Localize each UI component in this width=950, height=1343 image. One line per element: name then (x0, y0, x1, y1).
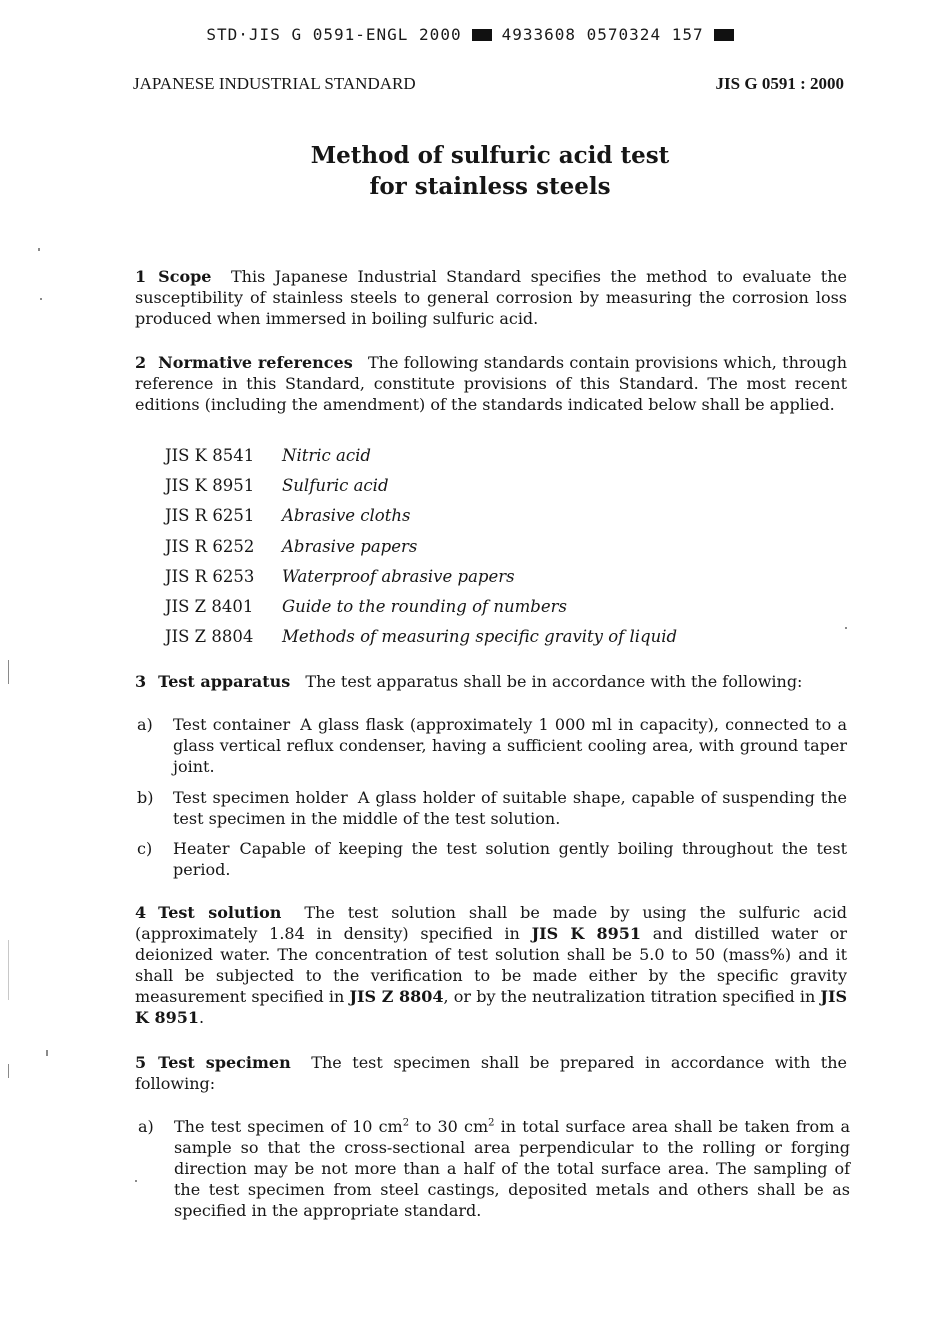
section-number: 1 (135, 267, 147, 286)
scan-speck (135, 1180, 137, 1182)
reference-title: Sulfuric acid (282, 476, 389, 496)
reference-code: JIS R 6251 (165, 506, 255, 526)
reference-code: JIS Z 8804 (165, 627, 254, 647)
document-title (0, 140, 950, 202)
section-text-part: , or by the neutralization titration specified in (443, 987, 816, 1006)
standard-reference: JIS K 8951 (135, 987, 848, 1027)
section-text: This Japanese Industrial Standard specifies the method to evaluate the susceptibility of stainless steels to general corrosion by measuring the corrosion loss produced when immersed in boiling sulfuric acid. (135, 267, 847, 328)
header-standard-type: JAPANESE INDUSTRIAL STANDARD (133, 74, 416, 93)
list-item-text-part: to 30 cm (409, 1117, 489, 1136)
standard-reference: JIS K 8951 (531, 924, 641, 943)
list-item (137, 714, 847, 777)
list-item-label: b) (137, 788, 154, 807)
list-item-text: A glass holder of suitable shape, capable of suspending the test specimen in the middle of the test solution. (173, 788, 847, 828)
scan-speck (40, 298, 42, 300)
section-heading: Normative references (158, 353, 353, 372)
list-item (138, 1116, 850, 1221)
reference-code: JIS K 8541 (165, 446, 255, 465)
scan-speck (8, 1064, 9, 1078)
title-line-1: Method of sulfuric acid test (310, 142, 670, 169)
list-item-text: Capable of keeping the test solution gently boiling throughout the test period. (173, 839, 847, 879)
superscript: 2 (402, 1117, 410, 1129)
reference-title: Nitric acid (282, 446, 371, 465)
stamp-right-text: 4933608 0570324 157 (501, 25, 704, 44)
reference-title: Abrasive cloths (282, 506, 411, 526)
section-text-part: and distilled water or deionized water. The concentration of test solution shall be 5.0 to 50 (mass%) and it shall be subjected to the verification to be made either by the specific gravity measurement specified in (135, 924, 847, 1006)
list-item-text: A glass flask (approximately 1 000 ml in capacity), connected to a glass vertical reflux condenser, having a sufficient cooling area, with ground taper joint. (173, 715, 847, 776)
reference-item (165, 562, 677, 592)
section-2-normative-references (135, 352, 847, 415)
section-number: 3 (135, 672, 147, 691)
stamp-block-mark-end (714, 29, 734, 41)
scan-speck (46, 1050, 48, 1056)
title-line-2: for stainless steels (369, 173, 611, 200)
list-item-text-part: The test specimen of 10 cm (174, 1117, 403, 1136)
reference-item (165, 592, 677, 622)
section-heading: Test specimen (158, 1053, 291, 1072)
reference-code: JIS K 8951 (165, 476, 255, 496)
stamp-block-mark (472, 29, 492, 41)
section-text-part: The test solution shall be made by using the sulfuric acid (approximately 1.84 in density) specified in (135, 903, 848, 943)
reference-title: Waterproof abrasive papers (282, 566, 515, 586)
header-standard-number: JIS G 0591 : 2000 (715, 74, 844, 93)
reference-item (165, 622, 677, 652)
section-text: The test apparatus shall be in accordance with the following: (305, 672, 803, 691)
scan-stamp (0, 25, 950, 44)
section-heading: Test apparatus (158, 672, 291, 691)
scan-speck (8, 660, 9, 684)
section-5-test-specimen (135, 1052, 847, 1094)
stamp-left-text: STD·JIS G 0591-ENGL 2000 (206, 25, 462, 44)
reference-title: Guide to the rounding of numbers (282, 596, 567, 616)
reference-item (165, 532, 677, 562)
list-item-title: Test specimen holder (173, 788, 348, 807)
section-heading: Test solution (158, 903, 282, 922)
reference-title: Abrasive papers (282, 536, 418, 556)
section-number: 2 (135, 353, 147, 372)
scan-speck (38, 248, 40, 251)
section-4-test-solution (135, 902, 847, 1028)
section-text-part: . (199, 1008, 205, 1027)
list-item-label: c) (137, 839, 153, 858)
reference-code: JIS Z 8401 (165, 596, 254, 616)
list-item (137, 787, 847, 829)
list-item-title: Test container (173, 715, 291, 734)
reference-code: JIS R 6253 (165, 566, 255, 586)
reference-list (165, 441, 677, 652)
list-item-label: a) (137, 715, 153, 734)
section-text: The test specimen shall be prepared in accordance with the following: (135, 1053, 847, 1093)
scan-speck (845, 627, 847, 629)
reference-code: JIS R 6252 (165, 536, 255, 556)
reference-item (165, 471, 677, 501)
list-item-title: Heater (173, 839, 230, 858)
list-item-text-part: in total surface area shall be taken from a sample so that the cross-sectional area perpendicular to the rolling or forging direction may be not more than a half of the total surface area. The sampling of the test specimen from steel castings, deposited metals and others shall be as specified in the appropriate standard. (174, 1117, 851, 1220)
list-item-label: a) (138, 1117, 154, 1136)
section-1-scope (135, 266, 847, 329)
section-3-test-apparatus (135, 671, 847, 692)
section-number: 5 (135, 1053, 147, 1072)
reference-item (165, 441, 677, 471)
list-item (137, 838, 847, 880)
section-heading: Scope (158, 267, 212, 286)
section-number: 4 (135, 903, 147, 922)
standard-reference: JIS Z 8804 (349, 987, 444, 1006)
reference-title: Methods of measuring specific gravity of liquid (282, 627, 678, 647)
section-text: The following standards contain provisions which, through reference in this Standard, constitute provisions of this Standard. The most recent editions (including the amendment) of the standards indicated below shall be applied. (135, 353, 848, 414)
superscript: 2 (488, 1117, 495, 1129)
scan-speck (8, 940, 9, 1000)
reference-item (165, 501, 677, 531)
